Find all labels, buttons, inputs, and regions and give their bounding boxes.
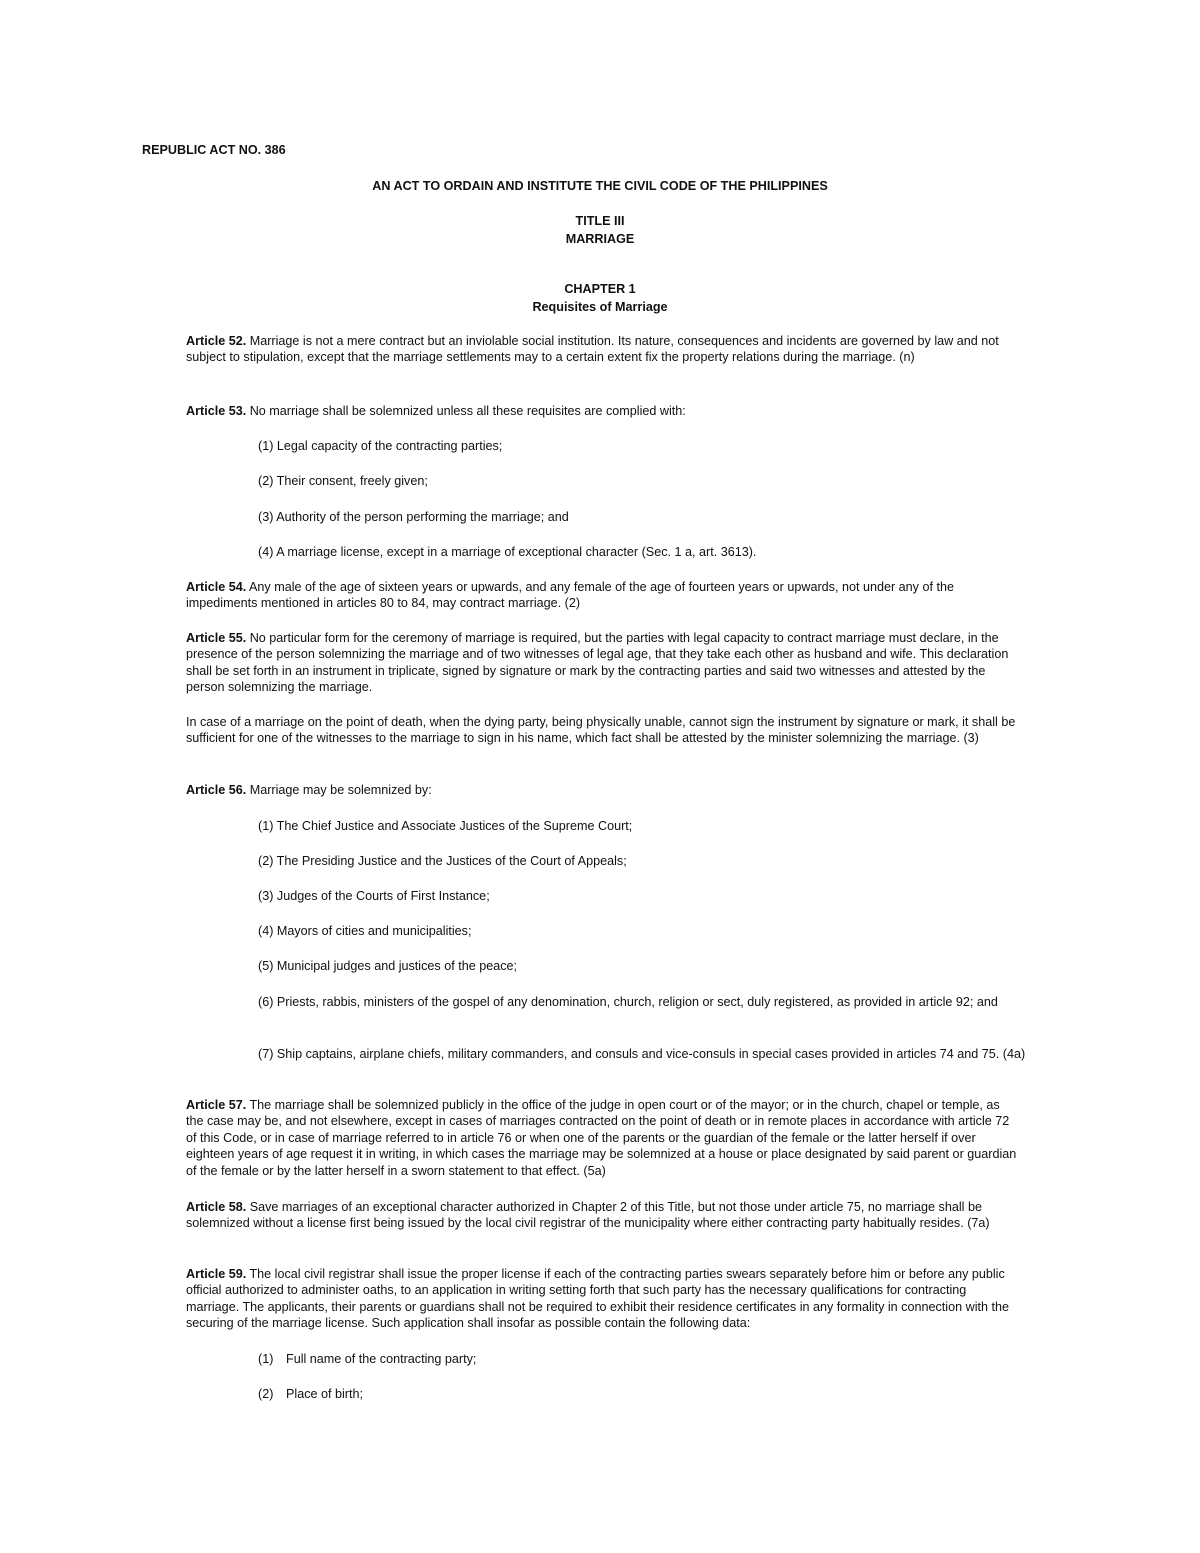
article-58-label: Article 58. — [186, 1200, 247, 1214]
article-56 — [186, 782, 1020, 798]
article-55-paragraph-2: In case of a marriage on the point of death, when the dying party, being physically unable, cannot sign the instrument by signature or mark, it shall be sufficient for one of the witnesses to the marriage to sign in his name, which fact shall be attested by the minister solemnizing the marriage. (3) — [186, 715, 1016, 746]
chapter-number: CHAPTER 1 — [564, 282, 636, 296]
article-53-label: Article 53. — [186, 404, 247, 418]
article-53 — [186, 403, 1020, 419]
article-57 — [186, 1097, 1020, 1179]
article-52-text: Marriage is not a mere contract but an inviolable social institution. Its nature, consequences and incidents are governed by law and not subject to stipulation, except that the marriage settlements may to a certain extent fix the property relations during the marriage. (n) — [186, 334, 999, 365]
list-item-number: (2) — [258, 1387, 274, 1401]
list-item-text: Place of birth; — [286, 1387, 364, 1401]
list-item: (1) The Chief Justice and Associate Justices of the Supreme Court; — [258, 819, 633, 833]
list-item: (3) Judges of the Courts of First Instance; — [258, 889, 490, 903]
article-53-text: No marriage shall be solemnized unless all these requisites are complied with: — [246, 404, 686, 418]
list-item: (4) Mayors of cities and municipalities; — [258, 924, 472, 938]
list-item — [258, 1351, 1020, 1367]
article-55-label: Article 55. — [186, 631, 247, 645]
article-58-text: Save marriages of an exceptional character authorized in Chapter 2 of this Title, but not those under article 75, no marriage shall be solemnized without a license first being issued by the local civil registrar of the municipality where either contracting party habitually resides. (7a) — [186, 1200, 990, 1231]
list-item: (2) Their consent, freely given; — [258, 474, 428, 488]
list-item: (4) A marriage license, except in a marriage of exceptional character (Sec. 1 a, art. 3613). — [258, 545, 757, 559]
list-item: (1) Legal capacity of the contracting parties; — [258, 439, 503, 453]
article-59-text: The local civil registrar shall issue the proper license if each of the contracting parties swears separately before him or before any public official authorized to administer oaths, to an application in writing setting forth that such party has the necessary qualifications for contracting marriage. The applicants, their parents or guardians shall not be required to exhibit their residence certificates in any formality in connection with the securing of the marriage license. Such application shall insofar as possible contain the following data: — [186, 1267, 1009, 1331]
list-item: (5) Municipal judges and justices of the peace; — [258, 959, 518, 973]
article-57-text: The marriage shall be solemnized publicly in the office of the judge in open court or of the mayor; or in the church, chapel or temple, as the case may be, and not elsewhere, except in cases of marriages contracted on the point of death or in remote places in accordance with article 72 of this Code, or in case of marriage referred to in article 76 or when one of the parents or the guardian of the female or the latter herself if over eighteen years of age request it in writing, in which cases the marriage may be solemnized at a house or place designated by said parent or guardian of the female or by the latter herself in a sworn statement to that effect. (5a) — [186, 1098, 1017, 1178]
article-57-label: Article 57. — [186, 1098, 247, 1112]
article-55-text: No particular form for the ceremony of marriage is required, but the parties with legal capacity to contract marriage must declare, in the presence of the person solemnizing the marriage and of two witnesses of legal age, that they take each other as husband and wife. This declaration shall be set forth in an instrument in triplicate, signed by signature or mark by the contracting parties and said two witnesses and attested by the person solemnizing the marriage. — [186, 631, 1009, 695]
document-header: REPUBLIC ACT NO. 386 — [142, 143, 286, 157]
article-54 — [186, 579, 1020, 612]
act-title: AN ACT TO ORDAIN AND INSTITUTE THE CIVIL CODE OF THE PHILIPPINES — [372, 179, 828, 193]
list-item: (2) The Presiding Justice and the Justices of the Court of Appeals; — [258, 854, 627, 868]
list-item: (3) Authority of the person performing the marriage; and — [258, 510, 569, 524]
chapter-name: Requisites of Marriage — [532, 300, 668, 314]
list-item — [258, 1386, 1020, 1402]
article-52 — [186, 333, 1020, 366]
list-item-number: (1) — [258, 1352, 274, 1366]
article-59 — [186, 1266, 1020, 1332]
article-58 — [186, 1199, 1020, 1232]
title-number: TITLE III — [575, 214, 625, 228]
list-item: (7) Ship captains, airplane chiefs, military commanders, and consuls and vice-consuls in special cases provided in articles 74 and 75. (4a) — [258, 1047, 1026, 1061]
article-59-label: Article 59. — [186, 1267, 247, 1281]
article-55 — [186, 630, 1020, 696]
article-54-label: Article 54. — [186, 580, 247, 594]
list-item: (6) Priests, rabbis, ministers of the gospel of any denomination, church, religion or sect, duly registered, as provided in article 92; and — [258, 995, 998, 1009]
title-name: MARRIAGE — [565, 232, 635, 246]
list-item-text: Full name of the contracting party; — [286, 1352, 477, 1366]
article-56-text: Marriage may be solemnized by: — [246, 783, 432, 797]
article-54-text: Any male of the age of sixteen years or upwards, and any female of the age of fourteen years or upwards, not under any of the impediments mentioned in articles 80 to 84, may contract marriage. (2) — [186, 580, 954, 611]
article-56-label: Article 56. — [186, 783, 247, 797]
article-52-label: Article 52. — [186, 334, 247, 348]
